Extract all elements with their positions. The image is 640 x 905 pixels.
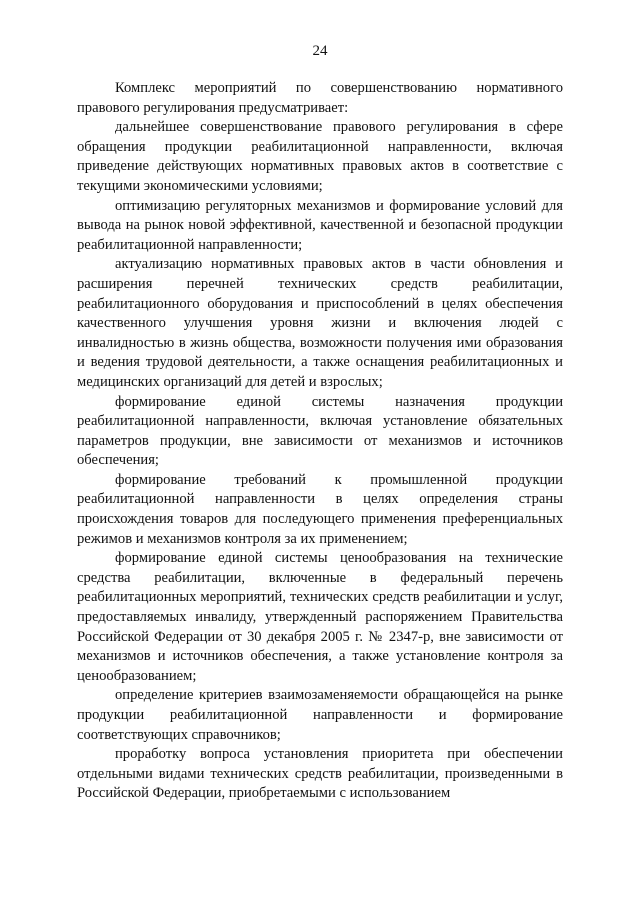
paragraph-item: дальнейшее совершенствование правового регулирования в сфере обращения продукции реабилитационной направленности, включая приведение действующих нормативных правовых актов в соответствие с текущими экономическими условиями; — [77, 119, 563, 194]
paragraph-item: проработку вопроса установления приоритета при обеспечении отдельными видами технических средств реабилитации, произведенными в Российской Федерации, приобретаемыми с использованием — [77, 746, 563, 802]
paragraph-item: формирование требований к промышленной продукции реабилитационной направленности в целях определения страны происхождения товаров для последующего применения преференциальных режимов и механизмов контроля за их применением; — [77, 471, 563, 547]
paragraph-item: актуализацию нормативных правовых актов в части обновления и расширения перечней технических средств реабилитации, реабилитационного оборудования и приспособлений в целях обеспечения качественного улучшения уровня жизни и включения людей с инвалидностью в жизнь общества, возможности получения ими образования и ведения трудовой деятельности, а также оснащения реабилитационных и медицинских организаций для детей и взрослых; — [77, 256, 563, 390]
paragraph-item: формирование единой системы ценообразования на технические средства реабилитации, включенные в федеральный перечень реабилитационных мероприятий, технических средств реабилитации и услуг, предоставляемых инвалиду, утвержденный распоряжением Правительства Российской Федерации от 30 декабря 2005 г. № 2347-р, вне зависимости от механизмов и источников обеспечения, а также установление контроля за ценообразованием; — [77, 550, 563, 684]
page-number: 24 — [312, 43, 328, 59]
body-text — [77, 79, 563, 804]
paragraph-item: определение критериев взаимозаменяемости обращающейся на рынке продукции реабилитационной направленности и формирование соответствующих справочников; — [77, 687, 563, 743]
paragraph-item: формирование единой системы назначения продукции реабилитационной направленности, включая установление обязательных параметров продукции, вне зависимости от механизмов и источников обеспечения; — [77, 393, 563, 469]
paragraph-intro: Комплекс мероприятий по совершенствованию нормативного правового регулирования предусматривает: — [77, 80, 563, 116]
paragraph-item: оптимизацию регуляторных механизмов и формирование условий для вывода на рынок новой эффективной, качественной и безопасной продукции реабилитационной направленности; — [77, 197, 563, 253]
